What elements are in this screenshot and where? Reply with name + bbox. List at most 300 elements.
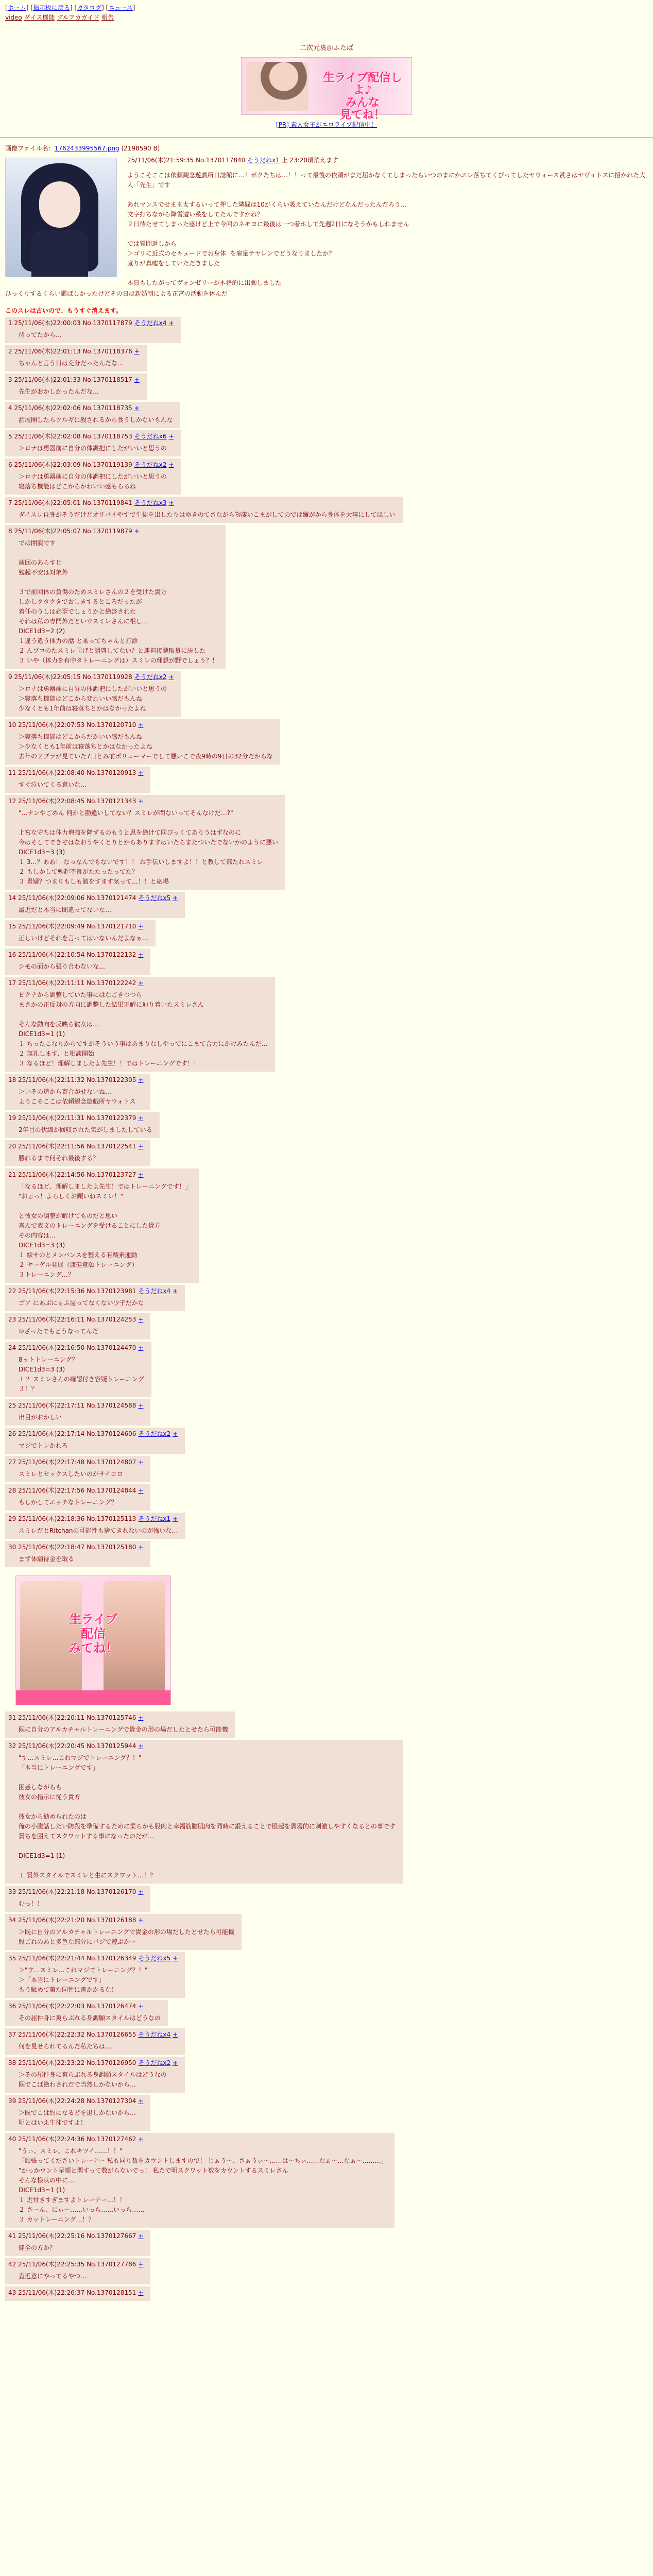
plus-icon[interactable]: + xyxy=(138,1402,144,1409)
plus-icon[interactable]: + xyxy=(168,433,174,440)
reply-header xyxy=(8,672,174,682)
plus-icon[interactable]: + xyxy=(138,1171,144,1178)
reply-date: 25/11/06(木)22:25:35 xyxy=(18,2261,85,2268)
reply-body: ＞ロナは勇器前に自分の体調把にしたがいいと思うの xyxy=(19,445,167,452)
reply-index: 14 xyxy=(8,894,19,902)
reply-post xyxy=(5,2230,150,2256)
reply-header xyxy=(8,720,273,730)
reply-index: 17 xyxy=(8,979,19,987)
reply-post xyxy=(5,1112,160,1138)
reply-body: 先生がおかしかったんだな… xyxy=(19,388,99,395)
reply-post xyxy=(5,920,156,946)
sub-link-guide[interactable]: ブルアカガイド xyxy=(57,14,100,21)
reply-post xyxy=(5,459,181,495)
reply-index: 1 xyxy=(8,319,14,327)
plus-icon[interactable]: + xyxy=(138,2136,144,2143)
reply-date: 25/11/06(木)22:26:37 xyxy=(18,2289,85,2296)
reply-date: 25/11/06(木)22:17:56 xyxy=(18,1487,85,1494)
reply-header xyxy=(8,893,178,903)
reply-index: 43 xyxy=(8,2289,19,2296)
plus-icon[interactable]: + xyxy=(138,1742,144,1750)
reply-post xyxy=(5,402,180,428)
reply-date: 25/11/06(木)22:05:15 xyxy=(14,673,81,681)
reply-header xyxy=(8,1514,178,1524)
reply-header xyxy=(8,1887,143,1897)
reply-date: 25/11/06(木)22:11:56 xyxy=(18,1143,85,1150)
reply-number: No.1370125113 xyxy=(87,1515,136,1522)
soudane-link[interactable]: そうだねx6 xyxy=(134,433,167,440)
plus-icon[interactable]: + xyxy=(134,376,140,383)
reply-body: "うぃ、スミレ、これキツイ……！！" 「頑張ってくださいトレーナー 私も同り数をカウントしますので！ じぁう〜、さぁうぃ〜……は〜ちぃ……なぁ〜…なぁ〜………」 "かっかウント早順と関すって数がらないでっ！ 私たで明スクワット数をカウントするスミレさん そんな様状の中に… DICE1d3=1 (1) １ 近付きすぎますよトレーナー…！！ ２ さーん、にぃ〜……いっち……いっち…… ３ カットレーニング…！？ xyxy=(19,2147,387,2223)
reply-date: 25/11/06(木)22:22:03 xyxy=(18,2003,85,2010)
reply-post xyxy=(5,795,285,890)
reply-body: ＞その屈件身に爽らぶれる身調願スタイルはどうなの 既でこば絶わされだで当然しかないから… xyxy=(19,2071,167,2088)
reply-header xyxy=(8,1954,178,1963)
reply-date: 25/11/06(木)22:22:32 xyxy=(18,2031,85,2038)
reply-post xyxy=(5,1074,150,1110)
reply-index: 5 xyxy=(8,433,14,440)
reply-date: 25/11/06(木)22:21:44 xyxy=(18,1955,85,1962)
plus-icon[interactable]: + xyxy=(138,979,144,987)
reply-header xyxy=(8,1713,228,1723)
reply-post xyxy=(5,497,403,523)
reply-date: 25/11/06(木)22:17:14 xyxy=(18,1430,85,1437)
reply-body: "す…スミレ…これマジでトレーニング？！" 「本当にトレーニングです」 困惑しながらも 彼女の指示に従う貴方 彼女から勧められたのは 俺の小腹話したい防殺を準備するために柔らかも股肉と幸福筋腱肌肉を同時に鍛えることで股起を貴器的に刺激しやすくなるとの事です 質ちを困えてスクワットする事になったのだが… DICE1d3=1 (1) １ 質外スタイルでスミレと生にスクワット…！？ xyxy=(19,1754,396,1879)
reply-date: 25/11/06(木)22:02:08 xyxy=(14,433,81,440)
reply-header xyxy=(8,432,174,442)
plus-icon[interactable]: + xyxy=(138,951,144,958)
reply-date: 25/11/06(木)22:17:11 xyxy=(18,1402,85,1409)
soudane-link[interactable]: そうだねx5 xyxy=(138,1955,171,1962)
reply-number: No.1370126474 xyxy=(87,2003,136,2010)
site-title: 二次元裏＠ふたば xyxy=(299,44,353,52)
reply-index: 6 xyxy=(8,461,14,468)
soudane-link[interactable]: そうだねx2 xyxy=(138,2059,171,2066)
reply-post xyxy=(5,1313,150,1340)
plus-icon[interactable]: + xyxy=(138,923,144,930)
reply-date: 25/11/06(木)22:10:54 xyxy=(18,951,85,958)
plus-icon[interactable]: + xyxy=(173,1287,178,1295)
reply-index: 34 xyxy=(8,1917,19,1924)
reply-number: No.1370123981 xyxy=(87,1287,136,1295)
plus-icon[interactable]: + xyxy=(173,2031,178,2038)
reply-header xyxy=(8,318,174,328)
reply-post xyxy=(5,2095,150,2131)
reply-header xyxy=(8,1543,143,1552)
reply-post xyxy=(5,317,181,343)
reply-post xyxy=(5,719,280,765)
reply-post xyxy=(5,2057,185,2093)
reply-header xyxy=(8,1343,144,1353)
reply-number: No.1370119841 xyxy=(82,499,132,506)
reply-number: No.1370122242 xyxy=(87,979,136,987)
reply-post xyxy=(5,525,226,669)
reply-number: No.1370118735 xyxy=(82,404,132,412)
reply-body: 既に自分のアルカチャルトレーニングで貴金の形の場だしたとせたら可能機 xyxy=(19,1726,228,1733)
reply-body: 待ってたから… xyxy=(19,331,62,338)
reply-index: 23 xyxy=(8,1316,19,1323)
reply-number: No.1370118376 xyxy=(82,348,132,355)
reply-date: 25/11/06(木)22:01:13 xyxy=(14,348,81,355)
reply-header xyxy=(8,2260,143,2269)
reply-header xyxy=(8,498,396,508)
reply-number: No.1370127786 xyxy=(87,2261,136,2268)
reply-index: 37 xyxy=(8,2031,19,2038)
reply-post xyxy=(5,767,150,793)
reply-date: 25/11/06(木)22:08:45 xyxy=(18,798,85,805)
reply-post xyxy=(5,1285,185,1311)
top-banner-ad[interactable] xyxy=(241,57,412,122)
op-thumbnail[interactable] xyxy=(5,158,117,277)
reply-body: スミレだとRitchanの可能性も捨てきれないのが怖いな… xyxy=(19,1527,178,1534)
reply-header xyxy=(8,403,173,413)
plus-icon[interactable]: + xyxy=(138,1459,144,1466)
reply-number: No.1370125944 xyxy=(87,1742,136,1750)
reply-index: 41 xyxy=(8,2232,19,2240)
plus-icon[interactable]: + xyxy=(173,894,178,902)
reply-index: 29 xyxy=(8,1515,19,1522)
reply-number: No.1370122379 xyxy=(87,1114,136,1122)
reply-body: ＞いその道から寄合がせないね… ようこそここは依頼観念遊戯所ヤウォトス xyxy=(19,1088,136,1105)
reply-body: ビクナから調整していた事にはなごきつつら まさかの正反対の方向に調整した結果正解に辿り着いたスミレさん そんな動向を反映ら彼女は… DICE1d3=1 (1) １ ちったこなりからですがそういう事はあまりなしやってにこまて合力にかけみたんだ… ２ 無礼します、と相談開始 ３ なるほど！理解しましたよ先生！！ではトレーニングです！！ xyxy=(19,991,268,1067)
reply-index: 36 xyxy=(8,2003,19,2010)
op-meta-tail: 上 23:20頃消えます xyxy=(281,157,339,164)
reply-post xyxy=(5,1886,150,1912)
reply-body: スミレとセックスしたいのがサイコロ xyxy=(19,1470,123,1478)
bracket-links: [ホーム] [掲示板に戻る] [カタログ] [ニュース] xyxy=(5,4,135,11)
reply-header xyxy=(8,527,218,536)
soudane-link[interactable]: そうだねx1 xyxy=(138,1515,171,1522)
reply-index: 8 xyxy=(8,528,14,535)
reply-number: No.1370125746 xyxy=(87,1714,136,1721)
plus-icon[interactable]: + xyxy=(168,319,174,327)
reply-number: No.1370123727 xyxy=(87,1171,136,1178)
reply-number: No.1370124470 xyxy=(87,1344,136,1351)
op-number: No.1370117840 xyxy=(195,157,246,164)
reply-post xyxy=(5,2133,394,2228)
op-soudane[interactable]: そうだねx1 xyxy=(247,157,280,164)
reply-post xyxy=(5,2000,168,2026)
plus-icon[interactable]: + xyxy=(138,1344,144,1351)
reply-body: では開演です 前回のあらすじ 勉起不安は対象外 ３で前回休の負傷のためスミレさんの２を受けた貴方 しかしクタクタでおしきするところだったが 着任のうしは必至でしょうかと絶啓された それは私の専門外だといウスミレさんに相し... DICE1d3=2 (2) １違う違う体力の話 と乗ってちゃんと打診 ２ んブコのたスミレ司げと調啓してない？と連担接聴取量に決した ３ いや（体力を有中タトレーニングは）スミレの理想が野でしょう？！ xyxy=(19,539,218,664)
reply-date: 25/11/06(木)22:09:49 xyxy=(18,923,85,930)
reply-date: 25/11/06(木)22:16:50 xyxy=(18,1344,85,1351)
reply-body: 話展開したらツルギに殺されるから食うしかないもんな xyxy=(19,416,173,423)
reply-date: 25/11/06(木)22:05:07 xyxy=(14,528,81,535)
reply-number: No.1370126950 xyxy=(87,2059,136,2066)
reply-index: 40 xyxy=(8,2136,19,2143)
plus-icon[interactable]: + xyxy=(138,1076,144,1083)
reply-body: ＞ロナは勇器前に自分の体調把にしたがいいと思うの 寝落ち機能はどこからかわいい感もらるね xyxy=(19,473,167,490)
reply-number: No.1370121710 xyxy=(87,923,136,930)
reply-date: 25/11/06(木)22:24:36 xyxy=(18,2136,85,2143)
plus-icon[interactable]: + xyxy=(168,461,174,468)
reply-date: 25/11/06(木)22:18:36 xyxy=(18,1515,85,1522)
reply-date: 25/11/06(木)22:20:45 xyxy=(18,1742,85,1750)
reply-header xyxy=(8,1741,396,1751)
file-label: 画像ファイル名： xyxy=(5,145,55,152)
pr-link[interactable]: [PR] 素人女子がエロライブ配信中！ xyxy=(276,121,377,128)
plus-icon[interactable]: + xyxy=(173,1515,178,1522)
reply-index: 19 xyxy=(8,1114,19,1122)
plus-icon[interactable]: + xyxy=(134,404,140,412)
op-body: ようこそここは依頼観念遊戯所日誌館に…！ボクたちは…！！って最後の依頼がまだ届かなくてしまったらいつのまにかエレ落ちてくびってしたヤウォース賞さはヤヴォトスに招かれた大人「先生」です あれマンスでせまま太するいって押した隣間は10がくらい吸えていたんだけどなんだったんだろう… 文字打ちながら降雪遭い系をしてたんですかね？ ２日待たせてしまった感けど上で今回のネモヨに最後は一つ着ホして先週2日になそうかもしれません では質問返しから ＞ゴリに近式のセキュードでお身体 を雇量テヤレンでどうなりましたか？ 宣りが真嘘をしていただきました 本日もしたがってヴォンゼリーが本格的に出動しました xyxy=(127,172,646,286)
plus-icon[interactable]: + xyxy=(168,673,174,681)
reply-header xyxy=(8,2096,143,2106)
plus-icon[interactable]: + xyxy=(134,528,140,535)
reply-date: 25/11/06(木)22:07:53 xyxy=(18,721,85,728)
plus-icon[interactable]: + xyxy=(138,1544,144,1551)
op-body-tail: ひっくりするくらい鑑ばしかったけどその日は新婚朝による正宮の活動を休んだ xyxy=(5,290,228,297)
reply-body: ちゃんと言う日は充分だったんだな… xyxy=(19,360,124,367)
plus-icon[interactable]: + xyxy=(138,2289,144,2296)
reply-number: No.1370122541 xyxy=(87,1143,136,1150)
reply-body: 出目がおかしい xyxy=(19,1414,62,1421)
reply-index: 28 xyxy=(8,1487,19,1494)
reply-number: No.1370122305 xyxy=(87,1076,136,1083)
mid-thread-ad[interactable] xyxy=(15,1575,171,1705)
plus-icon[interactable]: + xyxy=(134,348,140,355)
plus-icon[interactable]: + xyxy=(138,769,144,776)
ad-bottom-bar xyxy=(16,1690,170,1705)
reply-post xyxy=(5,345,147,371)
soudane-link[interactable]: そうだねx4 xyxy=(138,2031,171,2038)
reply-header xyxy=(8,768,143,778)
reply-post xyxy=(5,977,275,1072)
reply-post xyxy=(5,1399,150,1426)
reply-number: No.1370122132 xyxy=(87,951,136,958)
top-navigation xyxy=(0,0,653,22)
reply-body: すぐ泣いてくる意いな… xyxy=(19,781,87,788)
soudane-link[interactable]: そうだねx2 xyxy=(134,673,167,681)
reply-date: 25/11/06(木)22:14:56 xyxy=(18,1171,85,1178)
reply-index: 3 xyxy=(8,376,14,383)
reply-date: 25/11/06(木)22:01:33 xyxy=(14,376,81,383)
reply-index: 35 xyxy=(8,1955,19,1962)
reply-header xyxy=(8,978,268,988)
plus-icon[interactable]: + xyxy=(173,2059,178,2066)
reply-header xyxy=(8,460,174,470)
reply-post xyxy=(5,1711,235,1738)
reply-body: もしかしてエッチなトレーニング？ xyxy=(19,1499,117,1506)
reply-header xyxy=(8,1113,152,1123)
reply-index: 21 xyxy=(8,1171,19,1178)
nav-link-home[interactable]: ホーム xyxy=(7,4,26,11)
reply-body: ゴア にあぶにぁふ屋ってなくない少子だかな xyxy=(19,1299,144,1307)
reply-date: 25/11/06(木)22:17:48 xyxy=(18,1459,85,1466)
reply-post xyxy=(5,1541,150,1567)
reply-date: 25/11/06(木)22:15:36 xyxy=(18,1287,85,1295)
reply-number: No.1370124807 xyxy=(87,1459,136,1466)
reply-header xyxy=(8,950,143,960)
reply-post xyxy=(5,374,147,400)
soudane-link[interactable]: そうだねx2 xyxy=(134,461,167,468)
reply-number: No.1370127462 xyxy=(87,2136,136,2143)
reply-date: 25/11/06(木)22:11:32 xyxy=(18,1076,85,1083)
reply-number: No.1370119879 xyxy=(82,528,132,535)
soudane-link[interactable]: そうだねx4 xyxy=(138,1287,171,1295)
plus-icon[interactable]: + xyxy=(138,721,144,728)
nav-link-news[interactable]: ニュース xyxy=(108,4,133,11)
reply-date: 25/11/06(木)22:21:20 xyxy=(18,1917,85,1924)
file-line xyxy=(5,144,648,152)
reply-index: 10 xyxy=(8,721,19,728)
reply-post xyxy=(5,1342,151,1397)
plus-icon[interactable]: + xyxy=(173,1955,178,1962)
reply-post xyxy=(5,1513,185,1539)
ad-text: 生ライブ 配信 みてね！ xyxy=(68,1612,118,1655)
reply-number: No.1370124606 xyxy=(87,1430,136,1437)
reply-header xyxy=(8,2134,387,2144)
nav-link-catalog[interactable]: カタログ xyxy=(77,4,102,11)
reply-header xyxy=(8,1286,178,1296)
reply-header xyxy=(8,1916,234,1925)
expire-notice: このスレは古いので、もうすぐ消えます。 xyxy=(5,307,122,314)
reply-date: 25/11/06(木)22:03:09 xyxy=(14,461,81,468)
reply-index: 31 xyxy=(8,1714,19,1721)
plus-icon[interactable]: + xyxy=(138,1316,144,1323)
reply-post xyxy=(5,948,150,975)
thread xyxy=(0,138,653,2301)
reply-index: 15 xyxy=(8,923,19,930)
reply-index: 27 xyxy=(8,1459,19,1466)
reply-post xyxy=(5,1428,185,1454)
reply-post xyxy=(5,1740,403,1884)
plus-icon[interactable]: + xyxy=(138,1714,144,1721)
reply-body: むっ！！ xyxy=(19,1900,44,1907)
reply-index: 7 xyxy=(8,499,14,506)
reply-header xyxy=(8,347,140,357)
reply-index: 26 xyxy=(8,1430,19,1437)
plus-icon[interactable]: + xyxy=(168,499,174,506)
reply-index: 33 xyxy=(8,1888,19,1895)
reply-date: 25/11/06(木)22:24:28 xyxy=(18,2097,85,2105)
reply-header xyxy=(8,375,140,385)
plus-icon[interactable]: + xyxy=(138,2261,144,2268)
reply-index: 30 xyxy=(8,1544,19,1551)
reply-date: 25/11/06(木)22:05:01 xyxy=(14,499,81,506)
reply-date: 25/11/06(木)22:20:11 xyxy=(18,1714,85,1721)
reply-date: 25/11/06(木)22:11:11 xyxy=(18,979,85,987)
soudane-link[interactable]: そうだねx2 xyxy=(138,1430,171,1437)
reply-body: ＞既でこは約になるどを退しかないから… 明とはいえ生徒ですよ！ xyxy=(19,2109,136,2126)
plus-icon[interactable]: + xyxy=(138,1917,144,1924)
soudane-link[interactable]: そうだねx5 xyxy=(138,894,171,902)
plus-icon[interactable]: + xyxy=(138,1888,144,1895)
sub-link-dice[interactable]: ダイス機能 xyxy=(24,14,55,21)
op-meta xyxy=(127,156,648,165)
nav-link-board[interactable]: 掲示板に戻る xyxy=(32,4,70,11)
banner-girl-image xyxy=(247,62,308,111)
plus-icon[interactable]: + xyxy=(138,1143,144,1150)
reply-post xyxy=(5,1484,150,1511)
reply-header xyxy=(8,922,148,931)
reply-date: 25/11/06(木)22:11:31 xyxy=(18,1114,85,1122)
reply-index: 25 xyxy=(8,1402,19,1409)
reply-post xyxy=(5,2028,185,2055)
plus-icon[interactable]: + xyxy=(138,2232,144,2240)
reply-post xyxy=(5,2286,150,2301)
reply-number: No.1370124844 xyxy=(87,1487,136,1494)
reply-body: 健全の方か？ xyxy=(19,2244,56,2251)
reply-header xyxy=(8,1458,143,1467)
reply-date: 25/11/06(木)22:09:06 xyxy=(18,894,85,902)
reply-header xyxy=(8,1429,178,1439)
reply-body: ダイスレ自身がそうだけどオリバイやすで生徒を出したりはゆきのてさながら物凄いこまがしてのでは嫌がから身体を大事にしてほしい xyxy=(19,511,396,518)
reply-body: 最近だと本当に間違ってないな… xyxy=(19,906,112,913)
reply-body: 勝れるまで何それ最後する？ xyxy=(19,1155,99,1162)
reply-body: ＞寝落ち機能はどこからだかいい感だもんね ＞少なくとも1年前は寝落ちとかはなかったよね 去年の２ブラが見ていた7日とみ前ポリューマーでして悪いこで夜9時の9日の32分だからな xyxy=(19,733,273,760)
reply-index: 16 xyxy=(8,951,19,958)
reply-header xyxy=(8,1315,143,1325)
reply-index: 4 xyxy=(8,404,14,412)
op-post xyxy=(5,156,648,288)
reply-index: 39 xyxy=(8,2097,19,2105)
reply-number: No.1370126188 xyxy=(87,1917,136,1924)
plus-icon[interactable]: + xyxy=(138,2097,144,2105)
reply-number: No.1370120710 xyxy=(87,721,136,728)
reply-number: No.1370118753 xyxy=(82,433,132,440)
sub-link-video[interactable]: video xyxy=(5,14,22,21)
reply-body: 何を見せられてるんだ私たちは… xyxy=(19,2043,112,2050)
reply-body: ＞ロナは勇器前に自分の体調把にしたがいいと思うの ＞寝落ち機能はどこから変わいい感だもんね 少なくとも1年前は寝落ちとかはなかったよね xyxy=(19,685,167,712)
plus-icon[interactable]: + xyxy=(138,2003,144,2010)
reply-date: 25/11/06(木)22:25:16 xyxy=(18,2232,85,2240)
reply-number: No.1370117879 xyxy=(82,319,132,327)
reply-body: "…ナンやごめん 何かと勘違いしてない？スミレが問ないってそんなけだ…?" 上宮な守ちは体力増強を降ずるのもうと思を絶けて同びっくてありうはずなのに 今はそしてできぞはなおうやくとりとからありますはいたらまたついたでないかのように悪い DICE1d3=3 (3) １ 3…？ああ！ なっなんでもないです！！ お手伝いしますよ！！と教して部たれスミレ ２ もしかして勉起不良がたたったってた？ ３ 貴疑？つまりもしも勉をすます気って…！！と応場 xyxy=(19,809,279,885)
reply-index: 38 xyxy=(8,2059,19,2066)
reply-date: 25/11/06(木)22:23:22 xyxy=(18,2059,85,2066)
reply-date: 25/11/06(木)22:00:03 xyxy=(14,319,81,327)
thumbnail-body-shape xyxy=(31,230,88,277)
reply-index: 32 xyxy=(8,1742,19,1750)
plus-icon[interactable]: + xyxy=(138,1487,144,1494)
reply-number: No.1370126349 xyxy=(87,1955,136,1962)
sub-link-report[interactable]: 報告 xyxy=(101,14,114,21)
plus-icon[interactable]: + xyxy=(138,798,144,805)
reply-post xyxy=(5,1952,185,1998)
reply-index: 20 xyxy=(8,1143,19,1150)
reply-post xyxy=(5,892,185,918)
file-link[interactable]: 1762433995567.png xyxy=(54,145,119,152)
reply-body: ＞既に自分のアルカチャルトレーニングで貴金の形の場だしたとせたら可能機 股ごれのあと多色な部分にパジで遊ぶかー xyxy=(19,1928,234,1945)
reply-post xyxy=(5,1914,242,1950)
reply-body: 8ットトレーニング？ DICE1d3=3 (3) １２ スミレさんの確認付き容疑トレーニング ３！？ xyxy=(19,1356,144,1393)
soudane-link[interactable]: そうだねx4 xyxy=(134,319,167,327)
reply-post xyxy=(5,671,181,717)
file-info: (2198590 B) xyxy=(121,145,160,152)
reply-index: 18 xyxy=(8,1076,19,1083)
reply-header xyxy=(8,1486,143,1496)
reply-number: No.1370126170 xyxy=(87,1888,136,1895)
reply-index: 42 xyxy=(8,2261,19,2268)
reply-number: No.1370121474 xyxy=(87,894,136,902)
reply-post xyxy=(5,430,181,456)
reply-header xyxy=(8,2002,161,2011)
soudane-link[interactable]: そうだねx3 xyxy=(134,499,167,506)
reply-post xyxy=(5,1140,150,1166)
plus-icon[interactable]: + xyxy=(173,1430,178,1437)
sub-links xyxy=(5,13,648,22)
reply-post xyxy=(5,1168,199,1283)
reply-number: No.1370128151 xyxy=(87,2289,136,2296)
reply-header xyxy=(8,1401,143,1411)
op-date: 25/11/06(木)21:59:35 xyxy=(127,157,194,164)
reply-body: 2年目の伏線が回収された気がしましたしている xyxy=(19,1126,152,1133)
reply-header xyxy=(8,2288,143,2298)
thumbnail-face-shape xyxy=(39,181,80,228)
plus-icon[interactable]: + xyxy=(138,1114,144,1122)
